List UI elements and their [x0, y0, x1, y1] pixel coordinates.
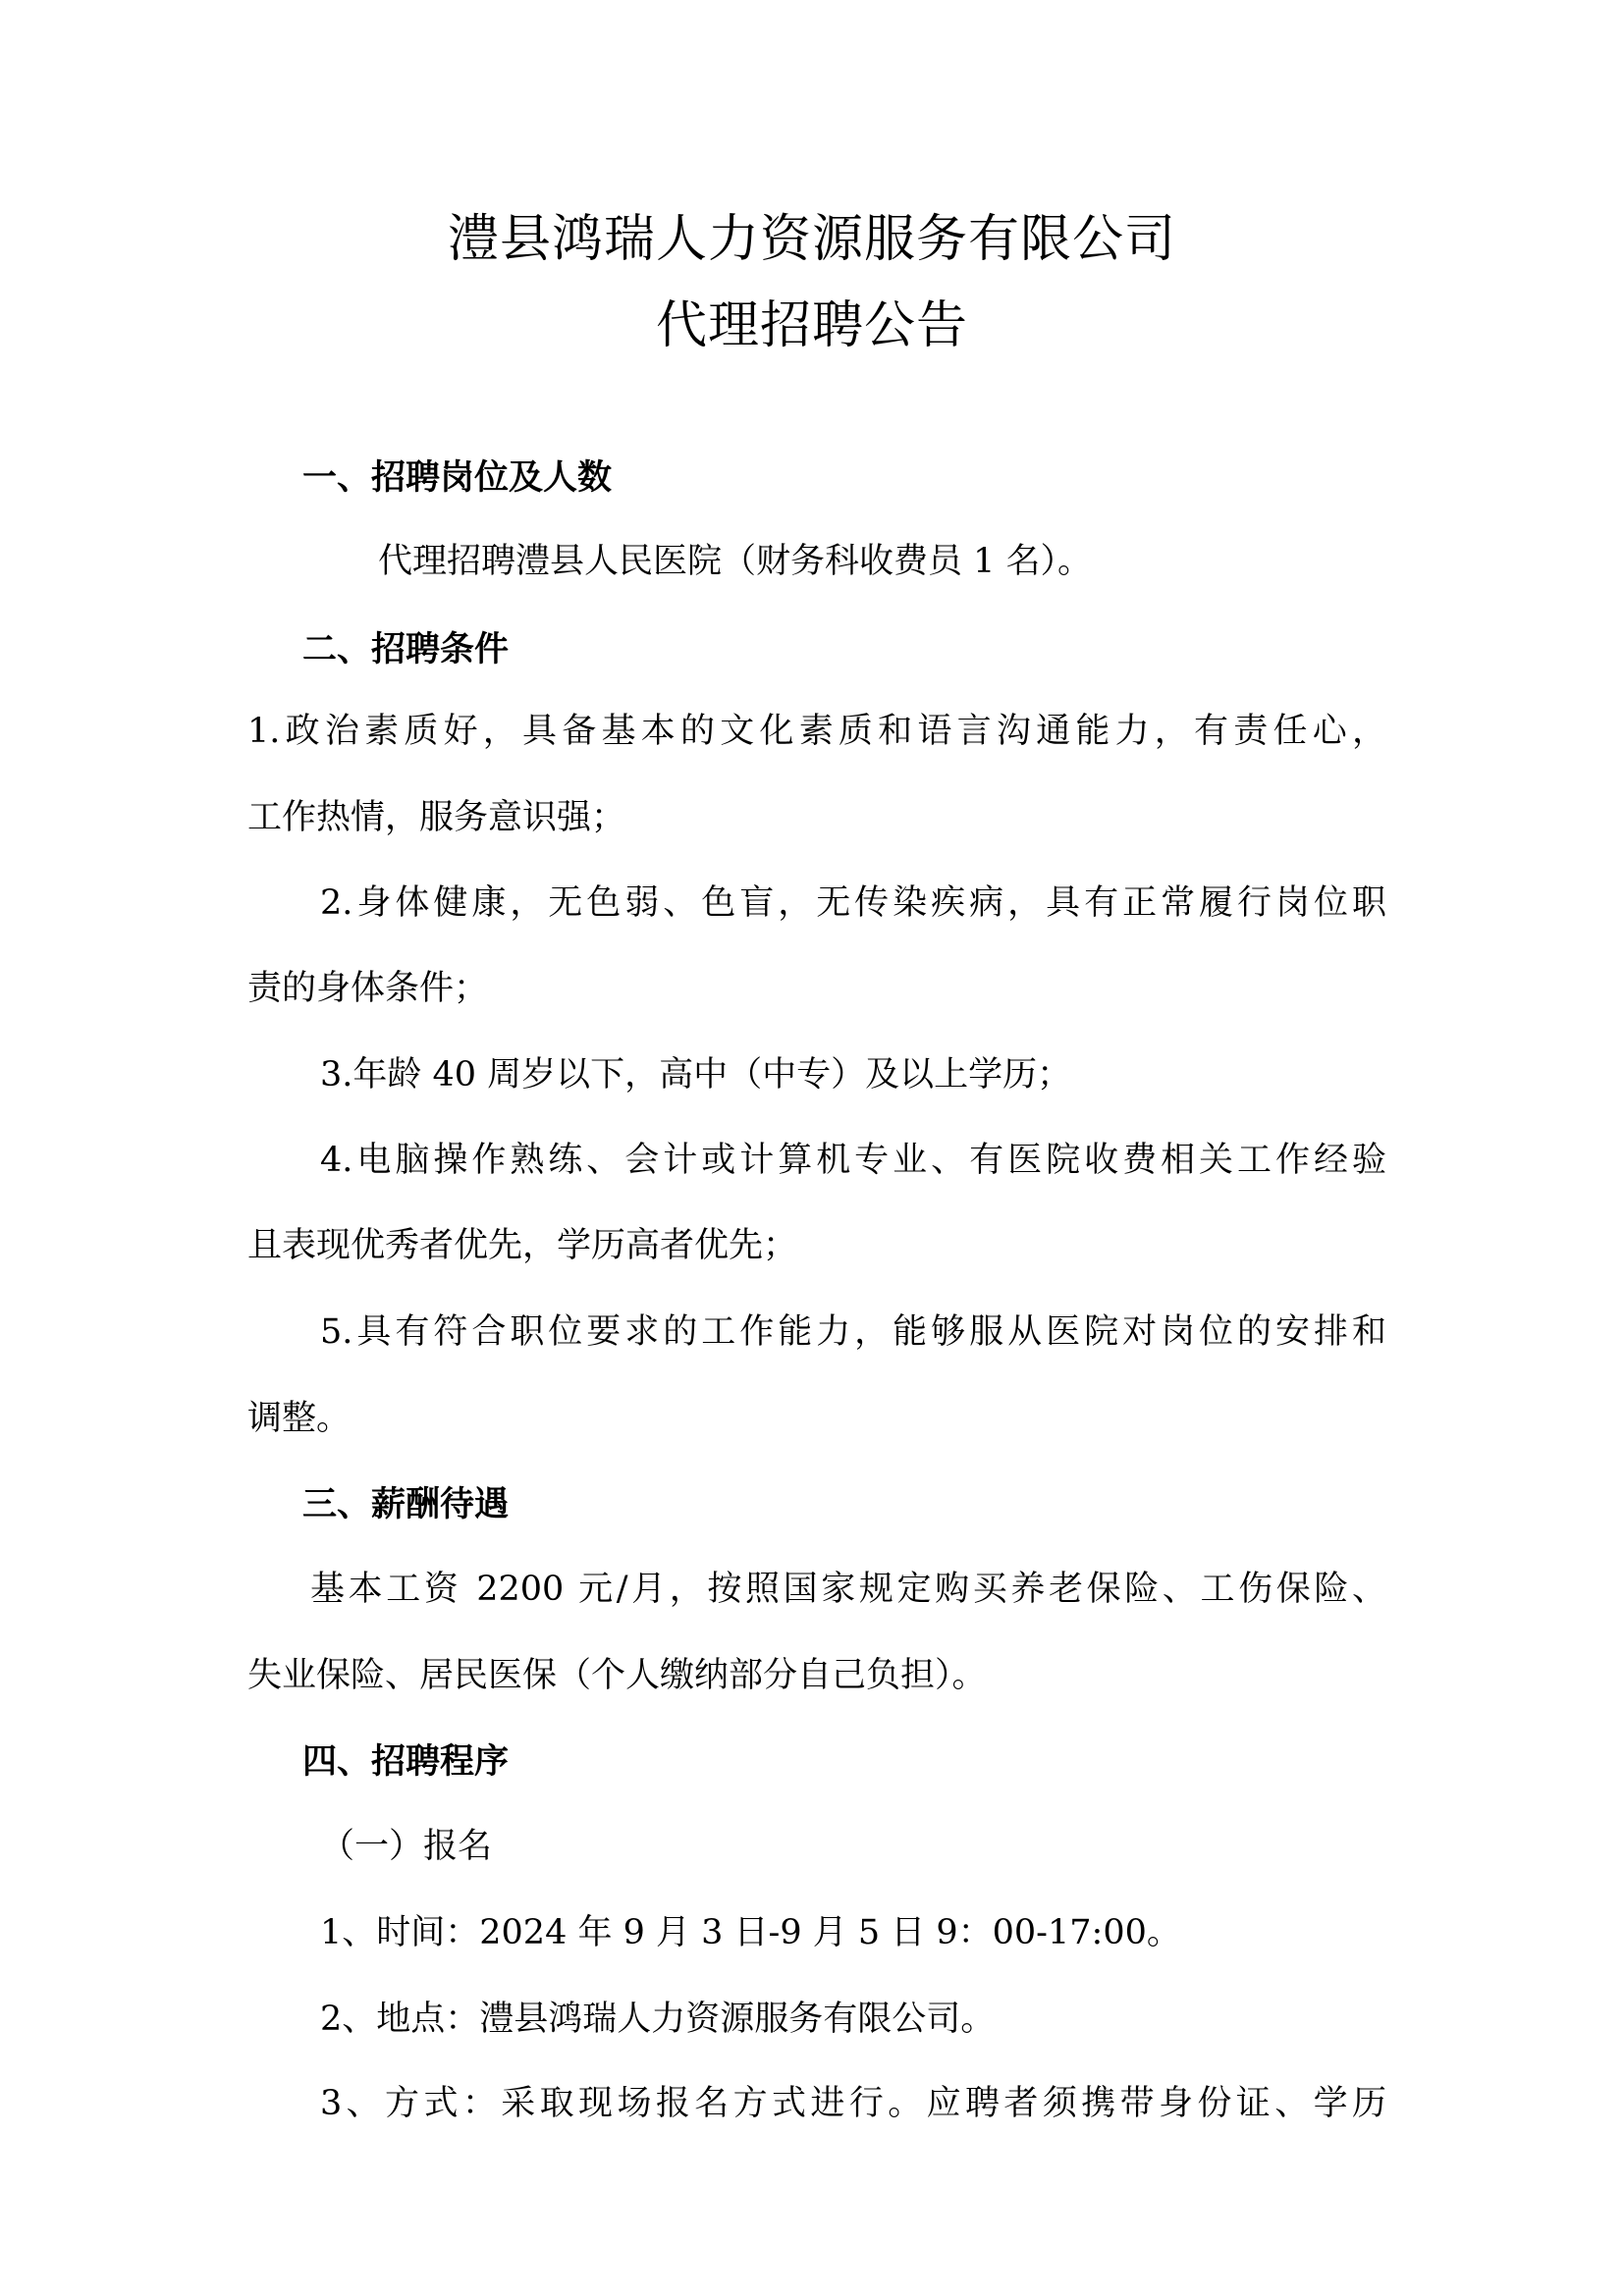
section3-heading: 三、薪酬待遇 — [302, 1485, 510, 1524]
section2-item3: 3.年龄 40 周岁以下，高中（中专）及以上学历； — [320, 1055, 1072, 1095]
section4-sub1: （一）报名 — [320, 1827, 493, 1866]
document-title-line2: 代理招聘公告 — [655, 296, 968, 355]
section2-heading: 二、招聘条件 — [302, 630, 510, 669]
section2-item4-line1: 4.电脑操作熟练、会计或计算机专业、有医院收费相关工作经验 — [320, 1141, 1386, 1180]
section2-item2-line2: 责的身体条件； — [247, 969, 489, 1008]
section2-item5-line1: 5.具有符合职位要求的工作能力，能够服从医院对岗位的安排和 — [320, 1312, 1386, 1352]
section4-item1: 1、时间：2024 年 9 月 3 日-9 月 5 日 9：00-17:00。 — [320, 1913, 1181, 1952]
section4-heading: 四、招聘程序 — [302, 1742, 510, 1782]
section4-item2: 2、地点：澧县鸿瑞人力资源服务有限公司。 — [320, 2000, 996, 2039]
section2-item4-line2: 且表现优秀者优先，学历高者优先； — [247, 1226, 798, 1265]
document-title-line1: 澧县鸿瑞人力资源服务有限公司 — [447, 210, 1176, 269]
section2-item1-line2: 工作热情，服务意识强； — [247, 798, 626, 837]
section3-body-line1: 基本工资 2200 元/月，按照国家规定购买养老保险、工伤保险、 — [310, 1570, 1386, 1609]
section4-item3: 3、方式：采取现场报名方式进行。应聘者须携带身份证、学历 — [320, 2084, 1386, 2123]
section1-heading: 一、招聘岗位及人数 — [302, 458, 613, 498]
section2-item1-line1: 1.政治素质好，具备基本的文化素质和语言沟通能力，有责任心， — [247, 712, 1386, 751]
section2-item5-line2: 调整。 — [247, 1399, 352, 1438]
section3-body-line2: 失业保险、居民医保（个人缴纳部分自己负担）。 — [247, 1656, 987, 1695]
section2-item2-line1: 2.身体健康，无色弱、色盲，无传染疾病，具有正常履行岗位职 — [320, 883, 1386, 923]
section1-body: 代理招聘澧县人民医院（财务科收费员 1 名）。 — [378, 542, 1093, 581]
